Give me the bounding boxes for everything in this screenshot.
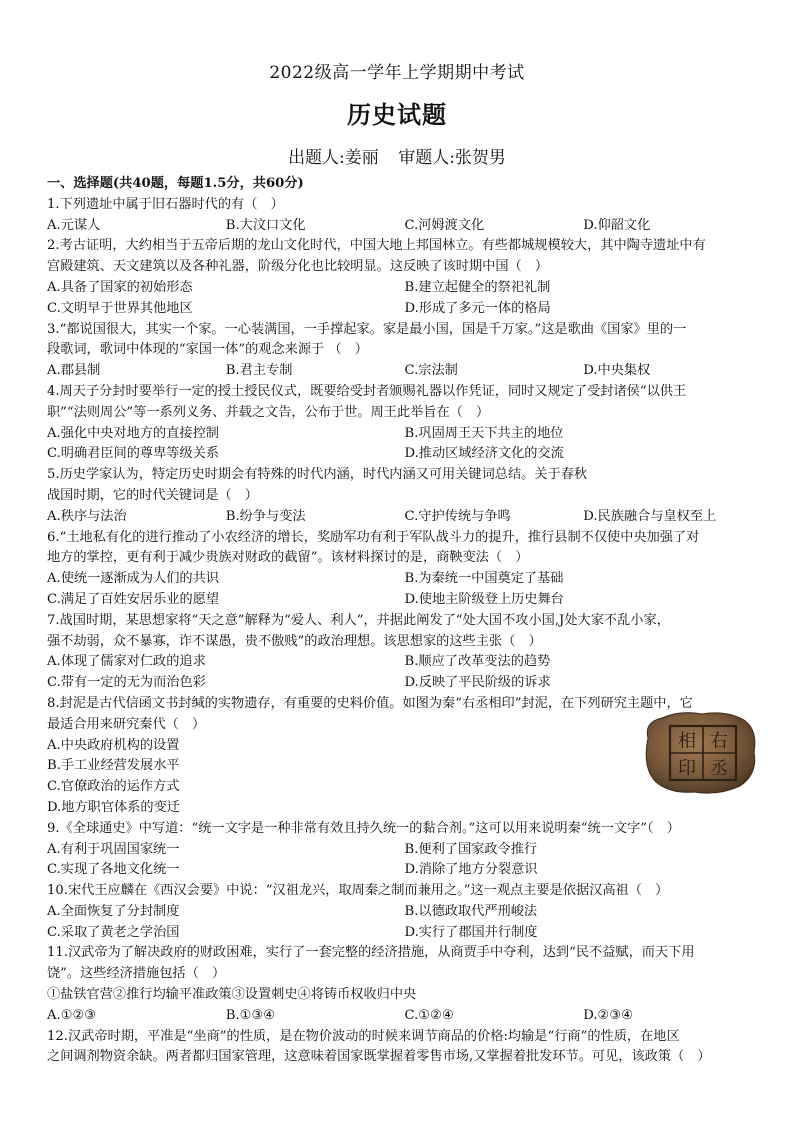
author-line [0,143,794,168]
question-stem: 2.考古证明，大约相当于五帝后期的龙山文化时代，中国大地上邦国林立。有些都城规模较大，其中陶寺遗址中有 [47,238,706,254]
option-d: D.反映了平民阶级的诉求 [404,675,551,691]
seal-char: 印 [678,757,696,779]
option-c: C.官僚政治的运作方式 [47,779,180,795]
option-a: A.郡县制 [47,363,101,379]
question-stem: 最适合用来研究秦代（ ） [47,716,206,732]
options-row [47,840,762,861]
question-stem: 8.封泥是古代信函文书封缄的实物遗存，有重要的史料价值。如图为秦“右丞相印”封泥，在下列研究主题中，它 [47,695,693,711]
question-stem: 1.下列遗址中属于旧石器时代的有（ ） [47,196,284,212]
option-a: A.使统一逐渐成为人们的共识 [47,571,219,587]
option-d: D.②③④ [583,1007,634,1023]
option-b: B.便利了国家政令推行 [404,841,538,857]
setter-name: 出题人:姜丽 [288,148,379,168]
question-stem: 11.汉武帝为了解决政府的财政困难，实行了一套完整的经济措施，从商贾手中夺利，达到“民不益赋，而天下用 [47,945,695,961]
option-c: C.河姆渡文化 [404,217,485,233]
option-b: B.为秦统一中国奠定了基础 [404,571,564,587]
option-d: D.民族融合与皇权至上 [583,508,717,524]
option-a: A.秩序与法治 [47,508,127,524]
seal-char: 丞 [710,757,728,779]
seal-char: 相 [678,730,696,752]
option-c: C.采取了黄老之学治国 [47,924,180,940]
question-5 [47,465,762,527]
section-heading: 一、选择题(共40题，每题1.5分，共60分) [47,176,304,191]
option-b: B.大汶口文化 [225,217,306,233]
option-c: C.满足了百姓安居乐业的愿望 [47,591,220,607]
question-1 [47,195,762,237]
question-6 [47,528,762,611]
options-row [47,902,762,923]
question-4 [47,382,762,465]
question-stem: 6.“土地私有化的进行推动了小农经济的增长，奖励军功有利于军队战斗力的提升，推行县制不仅使中央加强了对 [47,529,700,545]
option-d: D.消除了地方分裂意识 [404,862,538,878]
option-c: C.实现了各地文化统一 [47,862,180,878]
option-b: B.①③④ [225,1007,276,1023]
option-a: A.①②③ [47,1007,97,1023]
option-c: C.带有一定的无为而治色彩 [47,675,206,691]
question-stem: 强不劫弱，众不暴寡，诈不谋愚，贵不傲贱”的政治理想。该思想家的这些主张（ ） [47,633,542,649]
options-row [47,652,762,673]
option-d: D.使地主阶级登上历史舞台 [404,591,564,607]
options-row [47,278,762,299]
options-row [47,673,762,694]
question-11 [47,943,762,1026]
question-3 [47,320,762,382]
option-c: C.①②④ [404,1007,454,1023]
question-stem: 3.“都说国很大，其实一个家。一心装满国，一手撑起家。家是最小国，国是千万家。”这是歌曲《国家》里的一 [47,321,687,337]
options-row [47,860,762,881]
option-d: D.实行了郡国并行制度 [404,924,538,940]
options-row [47,507,762,528]
options-row [47,424,762,445]
question-stem: 宫殿建筑、天文建筑以及各种礼器，阶级分化也比较明显。这反映了该时期中国（ ） [47,259,549,275]
option-c: C.明确君臣间的尊卑等级关系 [47,446,220,462]
question-stem: 职”“法则周公”等一系列义务、并载之文告，公布于世。周王此举旨在（ ） [47,404,490,420]
option-d: D.地方职官体系的变迁 [47,799,180,815]
option-c: C.守护传统与争鸣 [404,508,511,524]
options-row [47,923,762,944]
option-b: B.手工业经营发展水平 [47,758,180,774]
option-d: D.推动区域经济文化的交流 [404,446,564,462]
options-row [47,216,762,237]
question-list [47,174,762,1068]
question-stem: 5.历史学家认为，特定历史时期会有特殊的时代内涵，时代内涵又可用关键词总结。关于春秋 [47,467,588,483]
option-a: A.全面恢复了分封制度 [47,903,180,919]
question-2 [47,236,762,319]
subject-title: 历史试题 [347,100,447,129]
options-row [47,444,762,465]
option-d: D.中央集权 [583,363,651,379]
question-stem: 饶”。这些经济措施包括（ ） [47,966,226,982]
option-c: C.宗法制 [404,363,458,379]
question-stem: 10.宋代王应麟在《西汉会要》中说：“汉祖龙兴，取周秦之制而兼用之。”这一观点主要是依据汉高祖（ ） [47,883,669,899]
question-items: ①盐铁官营②推行均输平准政策③设置刺史④将铸币权收归中央 [47,987,417,1003]
option-d: D.形成了多元一体的格局 [404,300,551,316]
option-a: A.元谋人 [47,217,101,233]
seal-clay-image [640,708,760,796]
option-a: A.具备了国家的初始形态 [47,279,193,295]
question-10 [47,881,762,943]
option-b: B.纷争与变法 [225,508,306,524]
option-b: B.顺应了改革变法的趋势 [404,654,551,670]
seal-char: 右 [710,730,728,752]
question-stem: 之间调剂物资余缺。两者都归国家管理，这意味着国家既掌握着零售市场,又掌握着批发环节。可见，该政策（ ） [47,1049,711,1065]
option-d: D.仰韶文化 [583,217,651,233]
option-b: B.以德政取代严刑峻法 [404,903,538,919]
question-12 [47,1027,762,1069]
option-c: C.文明早于世界其他地区 [47,300,193,316]
exam-title: 2022级高一学年上学期期中考试 [269,63,525,83]
question-8 [47,694,762,819]
options-row [47,361,762,382]
question-7 [47,611,762,694]
question-stem: 12.汉武帝时期，平准是“坐商”的性质，是在物价波动的时候来调节商品的价格:均输是“行商”的性质，在地区 [47,1028,680,1044]
question-stem: 9.《全球通史》中写道：“统一文字是一种非常有效且持久统一的黏合剂。”这可以用来说明秦“统一文字”（ ） [47,820,680,836]
option-a: A.强化中央对地方的直接控制 [47,425,219,441]
question-stem: 7.战国时期，某思想家将“天之意”解释为“爱人、利人”，并据此阐发了“处大国不攻小国,J处大家不乱小家， [47,612,670,628]
option-a: A.体现了儒家对仁政的追求 [47,654,206,670]
question-stem: 战国时期，它的时代关键词是（ ） [47,487,258,503]
question-stem: 4.周天子分封时要举行一定的授土授民仪式，既要给受封者颁赐礼器以作凭证，同时又规定了受封诸侯“以供王 [47,383,687,399]
question-9 [47,819,762,881]
option-b: B.巩固周王天下共主的地位 [404,425,564,441]
reviewer-name: 审题人:张贺男 [398,148,506,168]
options-row [47,590,762,611]
options-row [47,569,762,590]
option-b: B.建立起健全的祭祀礼制 [404,279,551,295]
option-a: A.有利于巩固国家统一 [47,841,180,857]
question-stem: 段歌词，歌词中体现的“家国一体”的观念来源于 （ ） [47,342,368,358]
option-a: A.中央政府机构的设置 [47,737,180,753]
option-b: B.君主专制 [225,363,293,379]
options-row [47,1006,762,1027]
question-stem: 地方的掌控，更有利于减少贵族对财政的截留”。该材料探讨的是，商鞅变法（ ） [47,550,529,566]
options-row [47,299,762,320]
